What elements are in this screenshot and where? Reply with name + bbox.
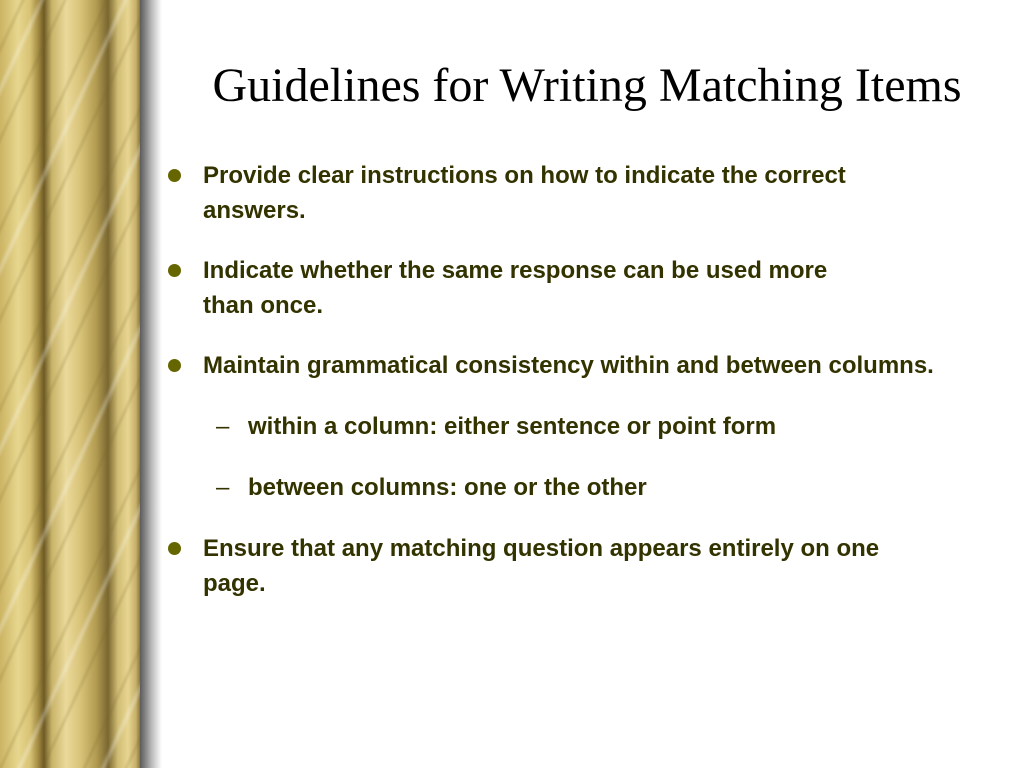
bullet-item xyxy=(168,531,968,601)
sub-bullet-item xyxy=(168,409,968,444)
bullet-dot-icon xyxy=(168,264,181,277)
bullet-dot-icon xyxy=(168,542,181,555)
bullet-item xyxy=(168,348,968,383)
dash-marker: – xyxy=(216,474,230,501)
bullet-text: Maintain grammatical consistency within and between columns. xyxy=(203,352,934,379)
column-shadow xyxy=(140,0,162,768)
bullet-item xyxy=(168,253,968,323)
slide-title: Guidelines for Writing Matching Items xyxy=(212,59,962,112)
bullet-text: Ensure that any matching question appears entirely on one page. xyxy=(203,535,880,597)
bullet-text: Indicate whether the same response can be used more than once. xyxy=(203,257,828,319)
bullet-item xyxy=(168,158,968,228)
sub-bullet-text: between columns: one or the other xyxy=(248,474,647,501)
bullet-text: Provide clear instructions on how to indicate the correct answers. xyxy=(203,162,846,224)
bullet-dot-icon xyxy=(168,359,181,372)
decorative-gold-column xyxy=(0,0,140,768)
dash-marker: – xyxy=(216,413,230,440)
bullet-dot-icon xyxy=(168,169,181,182)
sub-bullet-item xyxy=(168,470,968,505)
sub-bullet-text: within a column: either sentence or point form xyxy=(248,413,777,440)
bullet-list xyxy=(168,158,968,626)
